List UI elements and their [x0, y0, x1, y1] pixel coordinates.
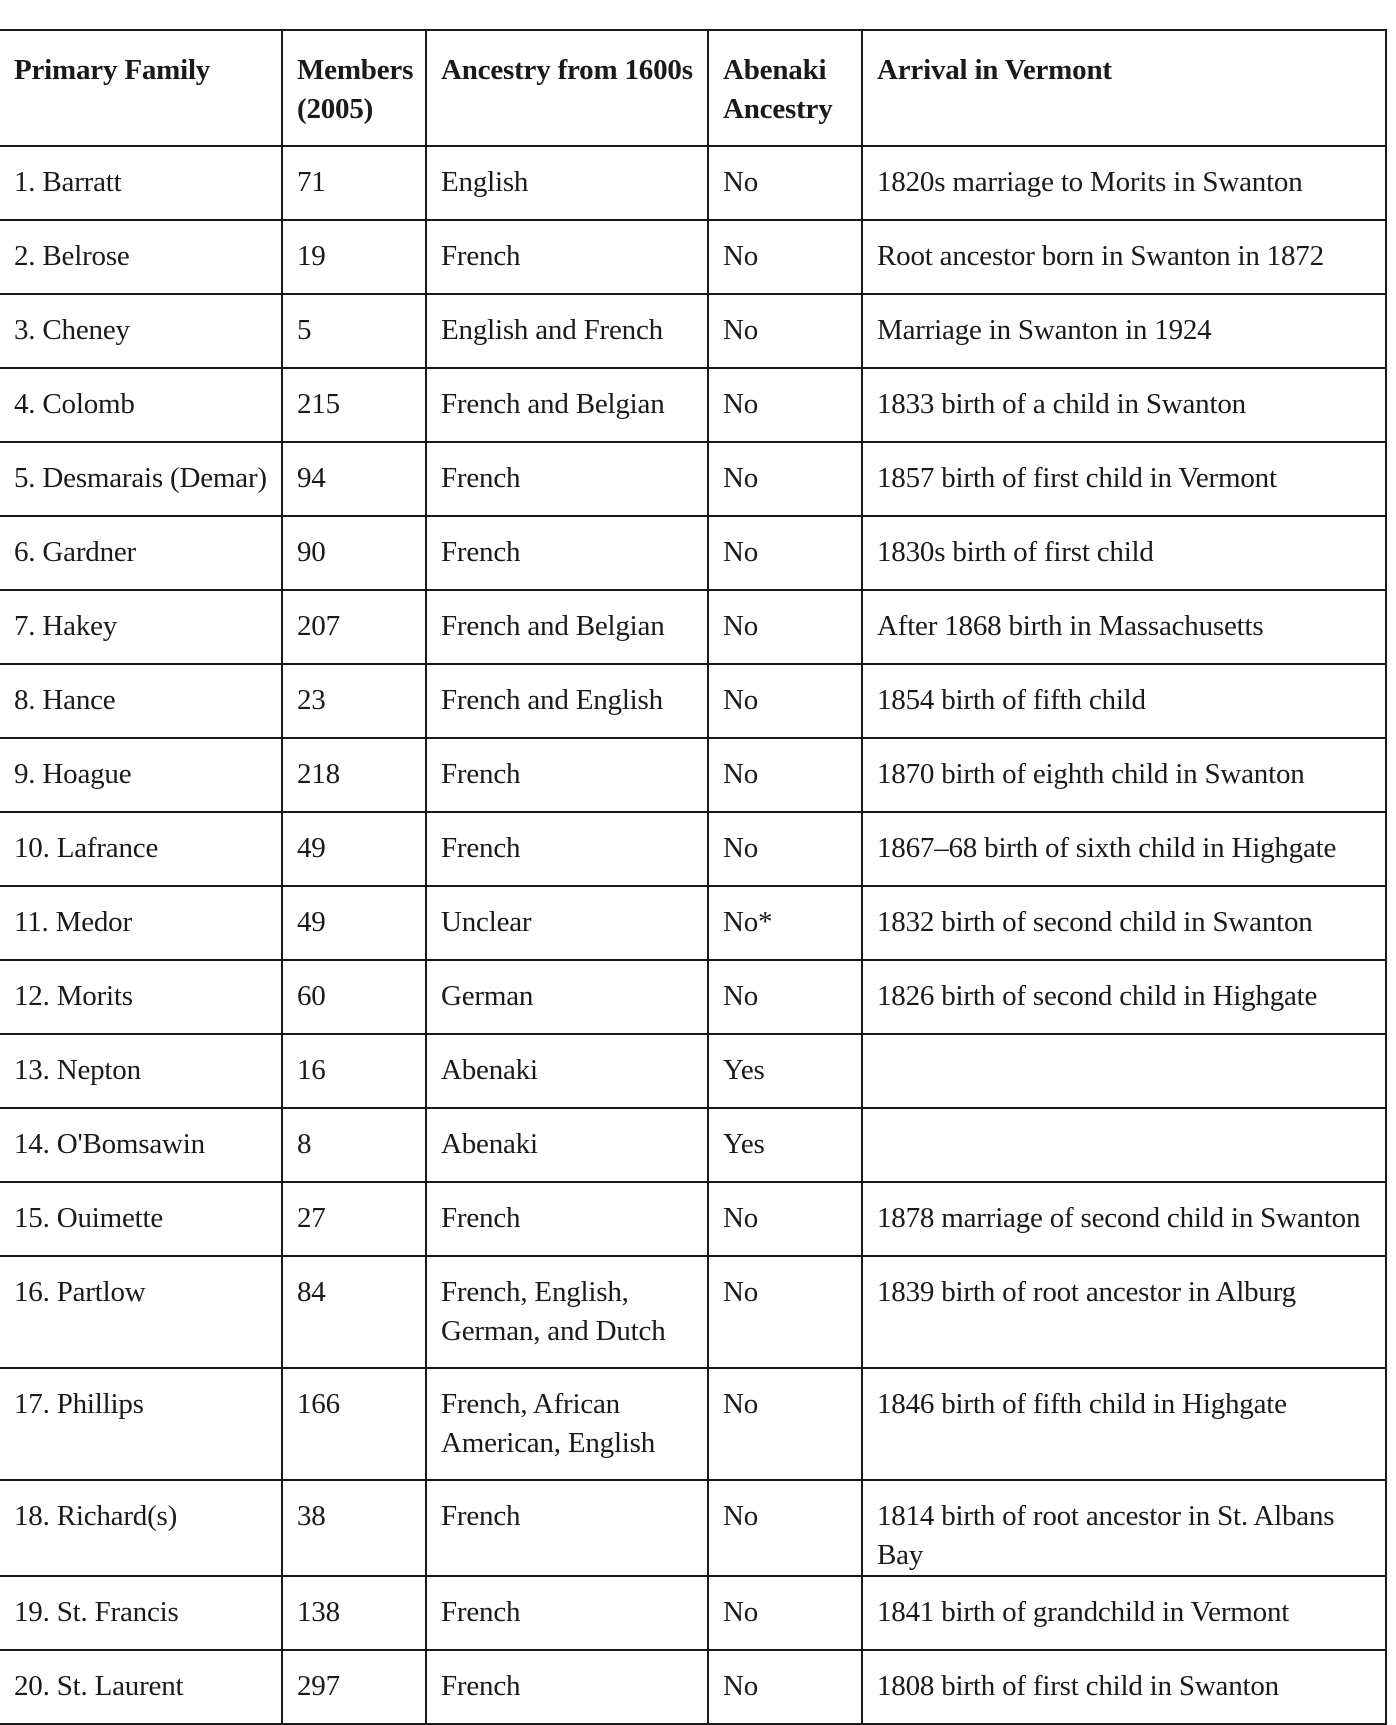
cell-members: 215: [282, 368, 426, 442]
cell-arrival-in-vermont: Root ancestor born in Swanton in 1872: [862, 220, 1386, 294]
cell-abenaki-ancestry: Yes: [708, 1108, 862, 1182]
cell-members: 23: [282, 664, 426, 738]
cell-primary-family: 13. Nepton: [0, 1034, 282, 1108]
cell-abenaki-ancestry: No: [708, 1650, 862, 1724]
table-row: [0, 1368, 1386, 1480]
cell-arrival-in-vermont: 1830s birth of first child: [862, 516, 1386, 590]
cell-ancestry: English and French: [426, 294, 708, 368]
cell-arrival-in-vermont: After 1868 birth in Massachusetts: [862, 590, 1386, 664]
cell-abenaki-ancestry: No: [708, 1576, 862, 1650]
cell-arrival-in-vermont: 1854 birth of fifth child: [862, 664, 1386, 738]
cell-primary-family: 16. Partlow: [0, 1256, 282, 1368]
cell-arrival-in-vermont: 1841 birth of grandchild in Vermont: [862, 1576, 1386, 1650]
table-row: [0, 960, 1386, 1034]
cell-primary-family: 10. Lafrance: [0, 812, 282, 886]
cell-ancestry: English: [426, 146, 708, 220]
cell-primary-family: 14. O'Bomsawin: [0, 1108, 282, 1182]
cell-ancestry: French: [426, 516, 708, 590]
cell-primary-family: 7. Hakey: [0, 590, 282, 664]
table-row: [0, 1650, 1386, 1724]
cell-ancestry: Abenaki: [426, 1108, 708, 1182]
header-primary-family: Primary Family: [0, 30, 282, 146]
table-body: [0, 146, 1386, 1724]
cell-arrival-in-vermont: [862, 1108, 1386, 1182]
cell-primary-family: 9. Hoague: [0, 738, 282, 812]
cell-primary-family: 8. Hance: [0, 664, 282, 738]
cell-primary-family: 4. Colomb: [0, 368, 282, 442]
header-members: Members (2005): [282, 30, 426, 146]
cell-members: 5: [282, 294, 426, 368]
table-row: [0, 442, 1386, 516]
cell-primary-family: 6. Gardner: [0, 516, 282, 590]
cell-members: 71: [282, 146, 426, 220]
cell-abenaki-ancestry: No: [708, 812, 862, 886]
table-row: [0, 1108, 1386, 1182]
cell-ancestry: French: [426, 812, 708, 886]
cell-ancestry: French and Belgian: [426, 590, 708, 664]
cell-members: 16: [282, 1034, 426, 1108]
cell-arrival-in-vermont: 1846 birth of fifth child in Highgate: [862, 1368, 1386, 1480]
cell-arrival-in-vermont: 1808 birth of first child in Swanton: [862, 1650, 1386, 1724]
table-header-row: [0, 30, 1386, 146]
cell-arrival-in-vermont: 1839 birth of root ancestor in Alburg: [862, 1256, 1386, 1368]
cell-members: 90: [282, 516, 426, 590]
cell-members: 94: [282, 442, 426, 516]
table-row: [0, 590, 1386, 664]
cell-primary-family: 20. St. Laurent: [0, 1650, 282, 1724]
cell-arrival-in-vermont: 1867–68 birth of sixth child in Highgate: [862, 812, 1386, 886]
cell-abenaki-ancestry: No: [708, 1368, 862, 1480]
cell-primary-family: 18. Richard(s): [0, 1480, 282, 1576]
table-row: [0, 1034, 1386, 1108]
cell-abenaki-ancestry: No*: [708, 886, 862, 960]
cell-abenaki-ancestry: No: [708, 146, 862, 220]
cell-ancestry: French, African American, English: [426, 1368, 708, 1480]
table-row: [0, 886, 1386, 960]
cell-members: 60: [282, 960, 426, 1034]
table-row: [0, 220, 1386, 294]
cell-abenaki-ancestry: No: [708, 960, 862, 1034]
table-row: [0, 738, 1386, 812]
cell-abenaki-ancestry: No: [708, 1182, 862, 1256]
cell-members: 38: [282, 1480, 426, 1576]
cell-primary-family: 12. Morits: [0, 960, 282, 1034]
cell-members: 207: [282, 590, 426, 664]
cell-ancestry: French: [426, 220, 708, 294]
cell-primary-family: 11. Medor: [0, 886, 282, 960]
cell-arrival-in-vermont: 1833 birth of a child in Swanton: [862, 368, 1386, 442]
header-ancestry: Ancestry from 1600s: [426, 30, 708, 146]
cell-members: 27: [282, 1182, 426, 1256]
cell-ancestry: French: [426, 1576, 708, 1650]
cell-abenaki-ancestry: No: [708, 368, 862, 442]
cell-abenaki-ancestry: No: [708, 590, 862, 664]
cell-members: 138: [282, 1576, 426, 1650]
cell-arrival-in-vermont: 1826 birth of second child in Highgate: [862, 960, 1386, 1034]
table-row: [0, 664, 1386, 738]
cell-ancestry: French, English, German, and Dutch: [426, 1256, 708, 1368]
cell-abenaki-ancestry: No: [708, 1256, 862, 1368]
cell-arrival-in-vermont: 1814 birth of root ancestor in St. Albans Bay: [862, 1480, 1386, 1576]
cell-ancestry: Abenaki: [426, 1034, 708, 1108]
cell-ancestry: German: [426, 960, 708, 1034]
cell-arrival-in-vermont: 1878 marriage of second child in Swanton: [862, 1182, 1386, 1256]
cell-ancestry: Unclear: [426, 886, 708, 960]
cell-members: 166: [282, 1368, 426, 1480]
cell-abenaki-ancestry: No: [708, 1480, 862, 1576]
table-row: [0, 146, 1386, 220]
cell-abenaki-ancestry: No: [708, 664, 862, 738]
cell-abenaki-ancestry: Yes: [708, 1034, 862, 1108]
cell-primary-family: 3. Cheney: [0, 294, 282, 368]
table-row: [0, 368, 1386, 442]
cell-primary-family: 1. Barratt: [0, 146, 282, 220]
header-arrival-in-vermont: Arrival in Vermont: [862, 30, 1386, 146]
cell-arrival-in-vermont: Marriage in Swanton in 1924: [862, 294, 1386, 368]
cell-abenaki-ancestry: No: [708, 442, 862, 516]
table-row: [0, 812, 1386, 886]
table-row: [0, 1576, 1386, 1650]
table-row: [0, 516, 1386, 590]
cell-ancestry: French: [426, 1650, 708, 1724]
cell-ancestry: French and Belgian: [426, 368, 708, 442]
cell-arrival-in-vermont: 1820s marriage to Morits in Swanton: [862, 146, 1386, 220]
cell-ancestry: French: [426, 442, 708, 516]
table-row: [0, 1480, 1386, 1576]
table-row: [0, 294, 1386, 368]
cell-members: 49: [282, 812, 426, 886]
cell-members: 297: [282, 1650, 426, 1724]
cell-members: 218: [282, 738, 426, 812]
family-table-container: [0, 29, 1386, 1725]
cell-abenaki-ancestry: No: [708, 738, 862, 812]
cell-primary-family: 17. Phillips: [0, 1368, 282, 1480]
cell-abenaki-ancestry: No: [708, 220, 862, 294]
cell-members: 19: [282, 220, 426, 294]
cell-arrival-in-vermont: 1857 birth of first child in Vermont: [862, 442, 1386, 516]
table-row: [0, 1256, 1386, 1368]
cell-primary-family: 5. Desmarais (Demar): [0, 442, 282, 516]
cell-ancestry: French: [426, 738, 708, 812]
cell-members: 84: [282, 1256, 426, 1368]
cell-members: 49: [282, 886, 426, 960]
cell-ancestry: French and English: [426, 664, 708, 738]
cell-primary-family: 19. St. Francis: [0, 1576, 282, 1650]
cell-primary-family: 2. Belrose: [0, 220, 282, 294]
cell-ancestry: French: [426, 1480, 708, 1576]
cell-abenaki-ancestry: No: [708, 294, 862, 368]
family-ancestry-table: [0, 29, 1387, 1725]
cell-arrival-in-vermont: [862, 1034, 1386, 1108]
cell-members: 8: [282, 1108, 426, 1182]
cell-ancestry: French: [426, 1182, 708, 1256]
table-row: [0, 1182, 1386, 1256]
cell-arrival-in-vermont: 1832 birth of second child in Swanton: [862, 886, 1386, 960]
cell-primary-family: 15. Ouimette: [0, 1182, 282, 1256]
cell-abenaki-ancestry: No: [708, 516, 862, 590]
cell-arrival-in-vermont: 1870 birth of eighth child in Swanton: [862, 738, 1386, 812]
header-abenaki-ancestry: Abenaki Ancestry: [708, 30, 862, 146]
